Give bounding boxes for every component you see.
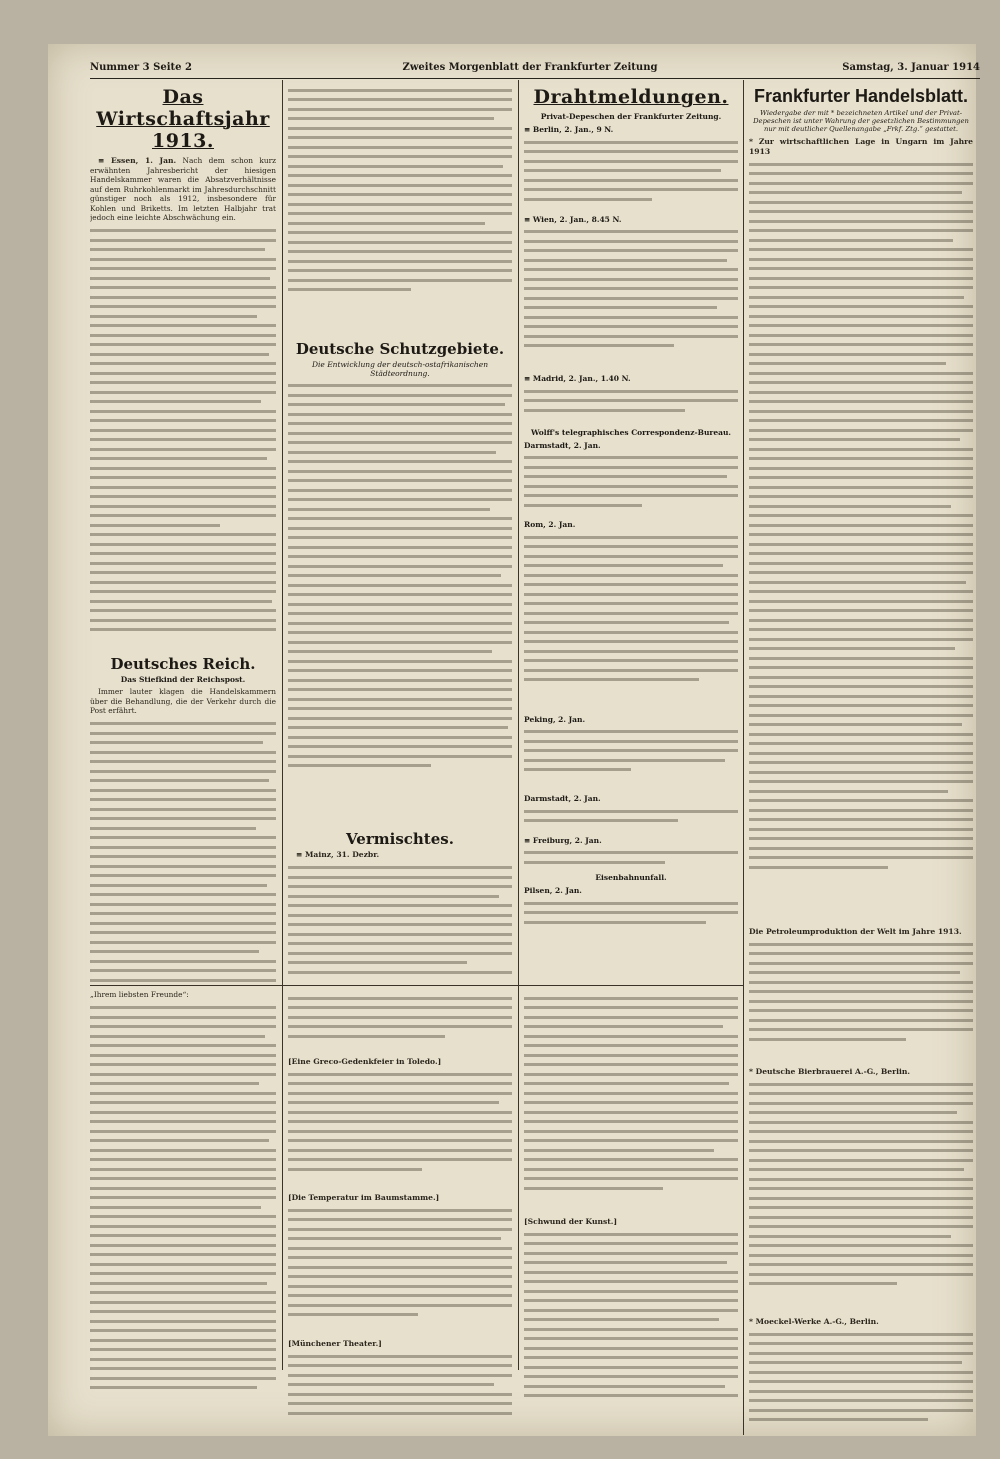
article-headline: Die Petroleumproduktion der Welt im Jahre 1913. [749,926,962,936]
subheading: Das Stiefkind der Reichspost. [120,675,246,684]
feuilleton-quote: „Ihrem liebsten Freunde“: [90,990,189,999]
dateline: ≡ Berlin, 2. Jan., 9 N. [524,125,614,134]
feuilleton-col2 [288,990,512,1430]
subheading: Die Entwicklung der deutsch-ostafrikanischen Städteordnung. [311,359,489,378]
subheading: Eisenbahnunfall. [595,873,667,882]
article-body [288,866,512,982]
article-body [749,163,973,923]
dateline: ≡ Madrid, 2. Jan., 1.40 N. [524,374,631,383]
dateline: Pilsen, 2. Jan. [524,886,582,895]
dateline: Darmstadt, 2. Jan. [524,794,601,803]
subarticle-lead: Immer lauter klagen die Handelskammern über die Behandlung, die der Verkehr durch die Post erfährt. [90,687,276,715]
dateline: ≡ Essen, 1. Jan. [98,156,177,165]
paper-name: Zweites Morgenblatt der Frankfurter Zeitung [402,62,658,73]
dateline: ≡ Freiburg, 2. Jan. [524,835,602,845]
section-title: Frankfurter Handelsblatt. [753,86,969,106]
subheading: Privat-Depeschen der Frankfurter Zeitung. [540,112,722,121]
article-headline: * Zur wirtschaftlichen Lage in Ungarn im Jahre 1913 [749,137,973,156]
feuilleton-item: [Die Temperatur im Baumstamme.] [288,1192,440,1202]
column-wirtschaftsjahr [90,82,276,982]
feuilleton-item: [Münchener Theater.] [288,1338,382,1348]
section-heading: Deutsches Reich. [110,655,256,673]
issue-number: Nummer 3 Seite 2 [90,62,192,73]
feuilleton-rule [90,985,743,986]
dateline: ≡ Mainz, 31. Dezbr. [296,850,380,859]
feuilleton-col1 [90,990,276,1430]
column-rule [743,80,744,1435]
dateline: Rom, 2. Jan. [524,520,576,529]
subheading: Wolff's telegraphisches Correspondenz-Bureau. [530,427,732,437]
masthead [90,60,980,79]
column-handelsblatt [749,82,973,1432]
article-headline: * Moeckel-Werke A.-G., Berlin. [749,1316,879,1326]
column-schutzgebiete [288,82,512,982]
article-continuation [288,89,512,334]
column-rule [282,80,283,1370]
subarticle-body [90,722,276,982]
feuilleton-item: [Eine Greco-Gedenkfeier in Toledo.] [288,1056,442,1066]
copyright-note: Wiedergabe der mit * bezeichneten Artikel und der Privat-Depeschen ist unter Wahrung der gesetzlichen Bestimmungen nur mit deutlicher Quellenangabe „Frkf. Ztg.“ gestattet. [753,109,969,133]
dateline: Peking, 2. Jan. [524,714,586,724]
article-body [90,229,276,649]
feuilleton-item: [Schwund der Kunst.] [524,1216,618,1226]
article-headline: Drahtmeldungen. [533,86,729,108]
section-heading: Vermischtes. [346,830,454,848]
article-headline: * Deutsche Bierbrauerei A.-G., Berlin. [749,1066,911,1076]
column-drahtmeldungen [524,82,738,982]
dateline: ≡ Wien, 2. Jan., 8.45 N. [524,214,622,224]
section-heading: Deutsche Schutzgebiete. [295,339,505,358]
article-body [288,384,512,824]
article-lead: Nach dem schon kurz erwähnten Jahresbericht der hiesigen Handelskammer waren die Absatzverhältnisse auf dem Ruhrkohlenmarkt im Jahresdurchschnitt günstiger noch als 1912, insbesondere für Kohlen und Briketts. Im letzten Halbjahr trat jedoch eine leichte Abschwächung ein. [90,156,276,222]
column-rule [518,80,519,1370]
feuilleton-col3 [524,990,738,1430]
article-headline: Das Wirtschaftsjahr 1913. [96,86,270,152]
issue-date: Samstag, 3. Januar 1914 [842,62,980,73]
dateline: Darmstadt, 2. Jan. [524,440,601,450]
